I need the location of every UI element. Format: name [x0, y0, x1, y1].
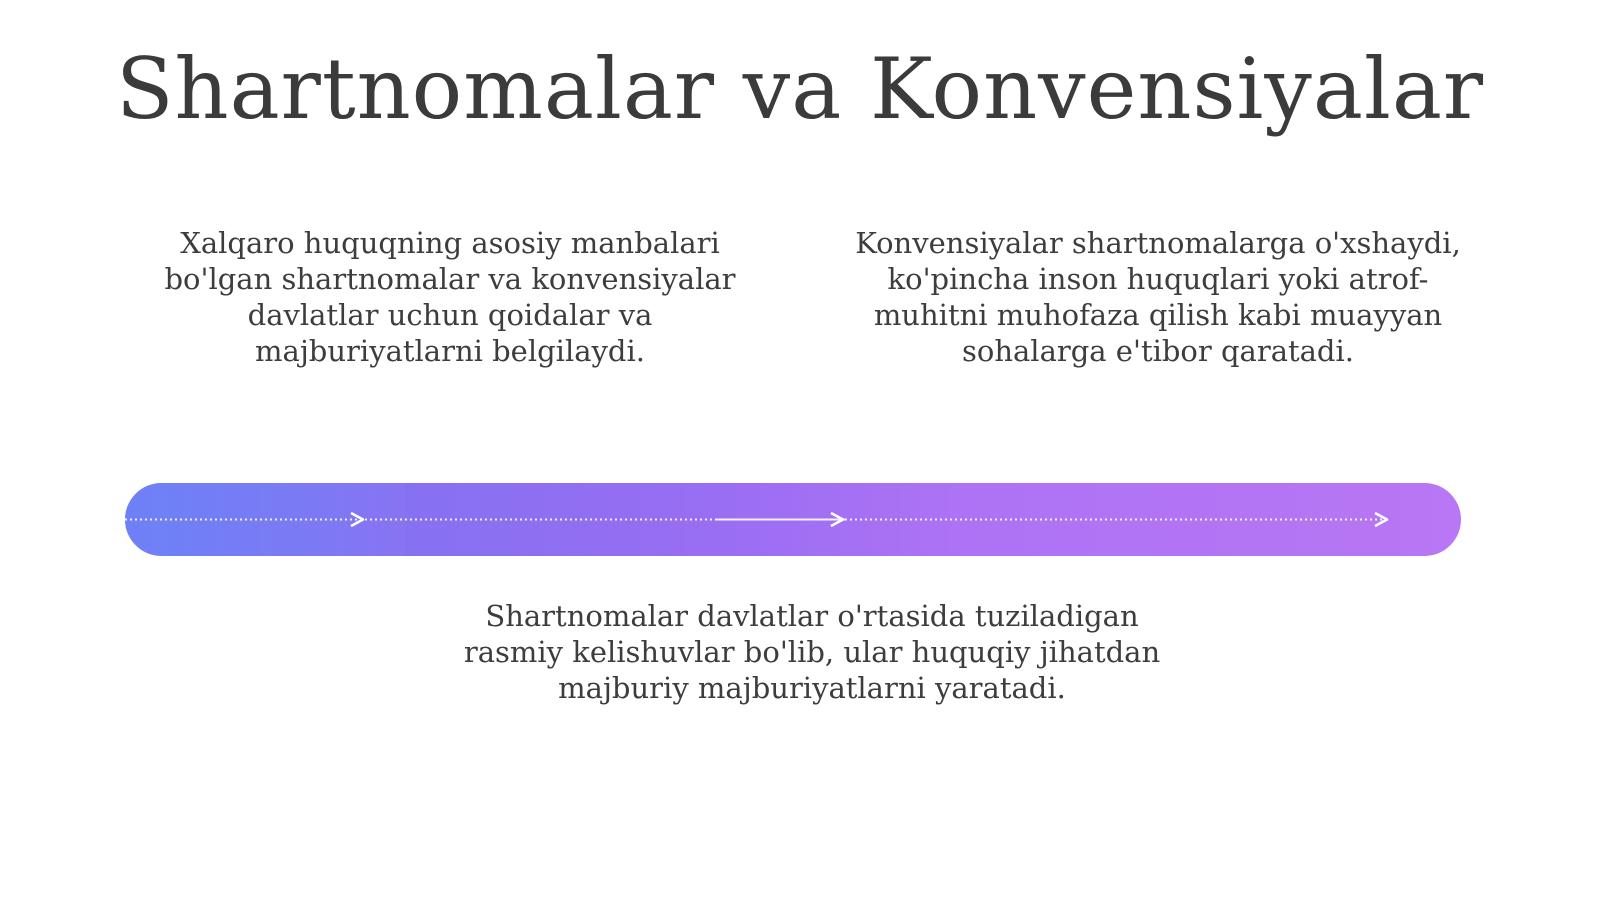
- text-block-left: Xalqaro huquqning asosiy manbalari bo'lgan shartnomalar va konvensiyalar davlatlar uchun qoidalar va majburiyatlarni belgilaydi.: [164, 226, 736, 368]
- timeline-line: [125, 483, 1461, 556]
- text-block-right: Konvensiyalar shartnomalarga o'xshaydi, ko'pincha inson huquqlari yoki atrof-muhitni muhofaza qilish kabi muayyan sohalarga e'tibor qaratadi.: [855, 226, 1461, 368]
- slide-title: Shartnomalar va Konvensiyalar: [115, 40, 1485, 138]
- timeline-bar: [125, 483, 1461, 556]
- text-block-bottom: Shartnomalar davlatlar o'rtasida tuziladigan rasmiy kelishuvlar bo'lib, ular huquqiy jihatdan majburiy majburiyatlarni yaratadi.: [463, 599, 1161, 705]
